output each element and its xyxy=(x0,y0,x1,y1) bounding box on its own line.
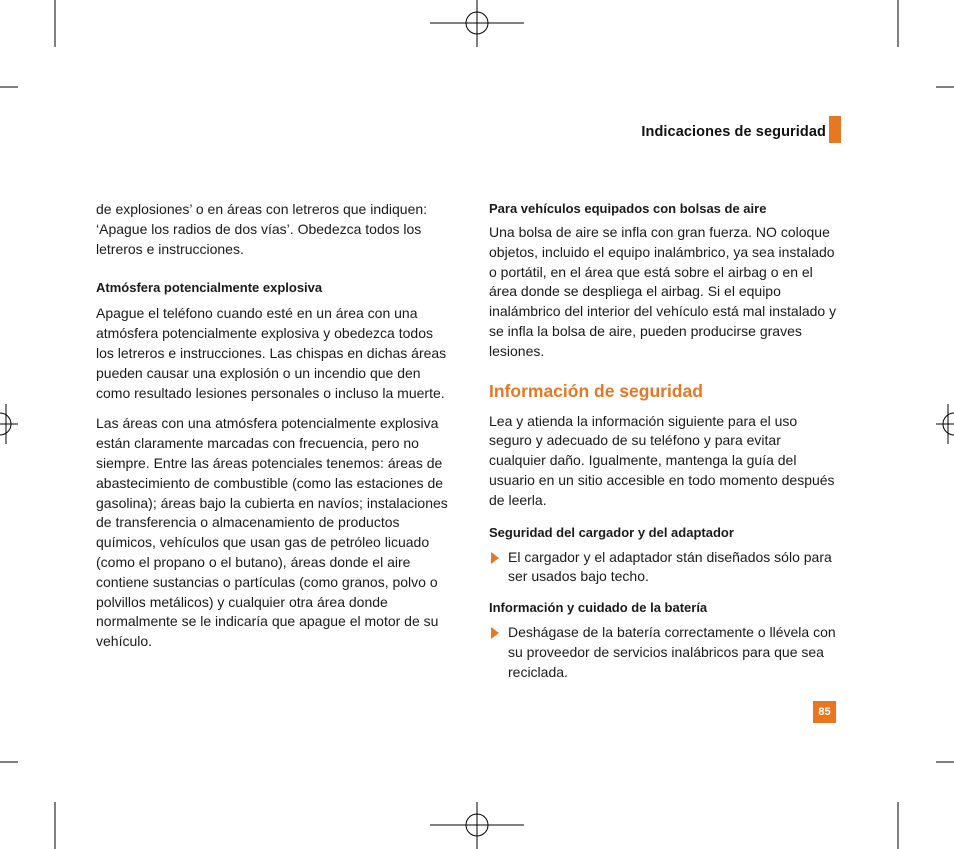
triangle-bullet-icon xyxy=(491,552,499,564)
page-number: 85 xyxy=(813,701,836,723)
triangle-bullet-icon xyxy=(491,627,499,639)
safety-info-paragraph: Lea y atienda la información siguiente para el uso seguro y adecuado de su teléfono y para evitar cualquier daño. Igualmente, mantenga la guía del usuario en un sitio accesible en todo momento después de leerla. xyxy=(489,412,835,508)
charger-bullet-text: El cargador y el adaptador stán diseñados sólo para ser usados bajo techo. xyxy=(508,548,832,585)
airbag-paragraph: Una bolsa de aire se infla con gran fuerza. NO coloque objetos, incluido el equipo inalámbrico, ya sea instalado o portátil, en el área que está sobre el airbag o en el área donde se despliega el airbag. Si el equipo inalámbrico del interior del vehículo está mal instalado y se infla la bolsa de aire, pueden producirse graves lesiones. xyxy=(489,224,837,359)
safety-info-heading: Información de seguridad xyxy=(489,380,703,401)
explosive-paragraph-2: Las áreas con una atmósfera potencialmente explosiva están claramente marcadas con frecuencia, pero no siempre. Entre las áreas potenciales tenemos: áreas de abastecimiento de combustible (como las estaciones de gasolina); áreas bajo la cubierta en navíos; instalaciones de transferencia o almacenamiento de productos químicos, vehículos que usan gas de petróleo licuado (como el propano o el butano), áreas donde el aire contiene sustancias o partículas (como granos, polvo o polvillos metálicos) y cualquier otra área donde normalmente se le indicaría que apague el motor de su vehículo. xyxy=(96,415,448,650)
battery-bullet-item xyxy=(489,623,839,682)
explosive-paragraph-1: Apague el teléfono cuando esté en un área con una atmósfera potencialmente explosiva y obedezca todos los letreros e instrucciones. Las chispas en dichas áreas pueden causar una explosión o un incendio que den como resultado lesiones personales o incluso la muerte. xyxy=(96,305,447,401)
right-column xyxy=(489,200,839,683)
section-tab-marker xyxy=(829,116,841,143)
battery-heading: Información y cuidado de la batería xyxy=(489,600,708,616)
battery-bullet-text: Deshágase de la batería correctamente o llévela con su proveedor de servicios inalábricos para que sea reciclada. xyxy=(508,624,836,680)
airbag-heading: Para vehículos equipados con bolsas de aire xyxy=(489,201,767,216)
section-title: Indicaciones de seguridad xyxy=(641,124,826,140)
intro-paragraph: de explosiones’ o en áreas con letreros que indiquen: ‘Apague los radios de dos vías’. Obedezca todos los letreros e instrucciones. xyxy=(96,201,428,257)
explosive-atmosphere-heading: Atmósfera potencialmente explosiva xyxy=(96,280,323,296)
charger-bullet-item xyxy=(489,548,839,588)
charger-safety-heading: Seguridad del cargador y del adaptador xyxy=(489,524,734,540)
left-column xyxy=(96,200,448,652)
